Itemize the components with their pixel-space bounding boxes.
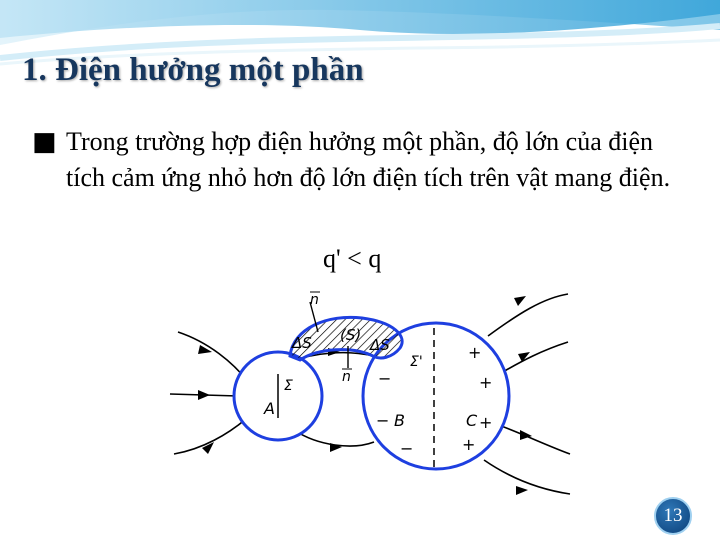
plus-sign: + bbox=[468, 343, 482, 362]
label-c: C bbox=[466, 411, 478, 430]
label-n-bottom: n bbox=[342, 369, 351, 385]
field-line bbox=[488, 294, 568, 336]
minus-sign: − bbox=[376, 411, 390, 430]
label-n-top: n bbox=[310, 292, 319, 308]
bullet-paragraph bbox=[32, 124, 692, 196]
field-line bbox=[484, 460, 570, 494]
field-line bbox=[294, 430, 374, 446]
label-sigma-prime: Σ' bbox=[410, 354, 423, 370]
field-line bbox=[496, 342, 568, 376]
label-sigma: Σ bbox=[284, 378, 293, 394]
field-line-arrow bbox=[514, 296, 526, 306]
plus-sign: + bbox=[479, 413, 493, 432]
minus-sign: − bbox=[378, 369, 392, 388]
label-delta-s-left: ΔS bbox=[292, 334, 312, 352]
label-delta-s-right: ΔS bbox=[370, 336, 390, 354]
field-line-arrow bbox=[516, 486, 528, 495]
label-a: A bbox=[264, 399, 275, 418]
plus-sign: + bbox=[479, 373, 493, 392]
page-number-badge: 13 bbox=[654, 497, 692, 535]
plus-sign: + bbox=[462, 435, 476, 454]
label-s-center: (S) bbox=[340, 326, 362, 344]
formula: q' < q bbox=[323, 244, 382, 273]
slide-title: 1. Điện hưởng một phần bbox=[22, 52, 364, 88]
minus-sign: − bbox=[400, 439, 414, 458]
paragraph-text: Trong trường hợp điện hưởng một phần, độ lớn của điện tích cảm ứng nhỏ hơn độ lớn điện tích trên vật mang điện. bbox=[66, 127, 671, 192]
field-line-arrow bbox=[198, 345, 212, 354]
field-line-arrow bbox=[198, 390, 210, 400]
body-text bbox=[32, 124, 692, 196]
induction-diagram bbox=[168, 284, 588, 506]
bullet-square-icon: ■ bbox=[32, 127, 57, 157]
label-b: B bbox=[394, 411, 405, 430]
field-line bbox=[496, 424, 570, 454]
